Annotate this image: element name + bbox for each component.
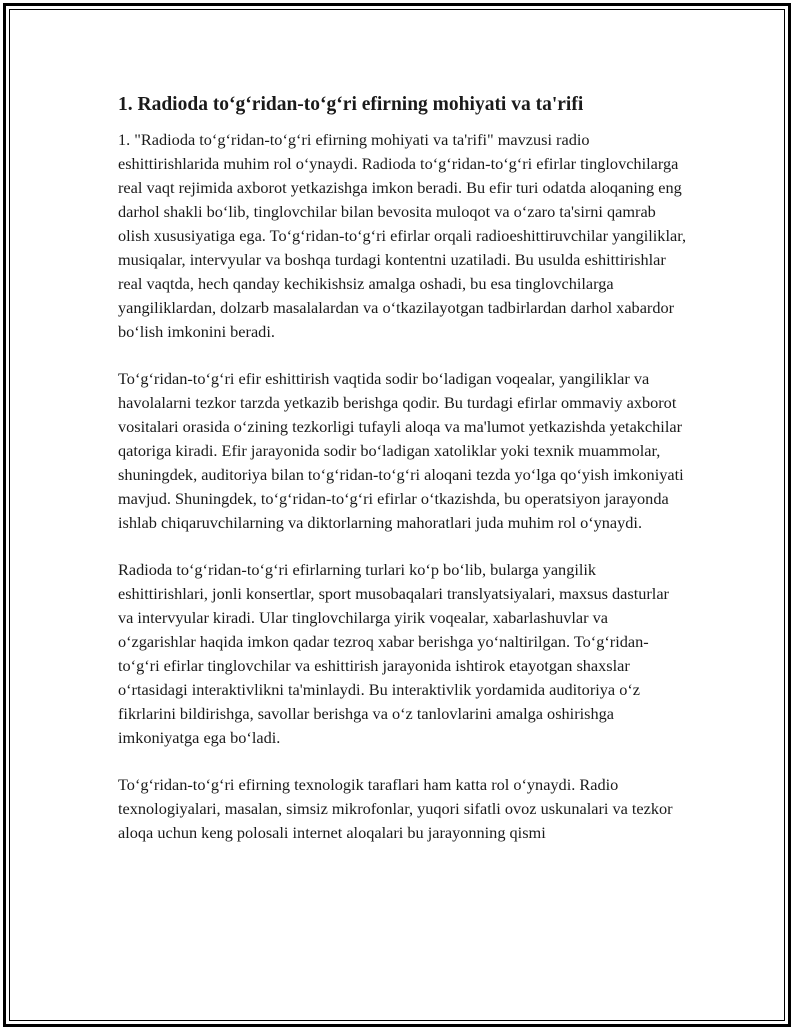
paragraph-4: To‘g‘ridan-to‘g‘ri efirning texnologik taraflari ham katta rol o‘ynaydi. Radio texnologiyalari, masalan, simsiz mikrofonlar, yuqori sifatli ovoz uskunalari va tezkor aloqa uchun keng polosali internet aloqalari bu jarayonning qismi (118, 775, 673, 842)
paragraph-2: To‘g‘ridan-to‘g‘ri efir eshittirish vaqtida sodir bo‘ladigan voqealar, yangiliklar va havolalarni tezkor tarzda yetkazib berishga qodir. Bu turdagi efirlar ommaviy axborot vositalari orasida o‘zining tezkorligi tufayli aloqa va ma'lumot yetkazishda yetakchilar qatoriga kiradi. Efir jarayonida sodir bo‘ladigan xatoliklar yoki texnik muammolar, shuningdek, auditoriya bilan to‘g‘ridan-to‘g‘ri aloqani tezda yo‘lga qo‘yish imkoniyati mavjud. Shuningdek, to‘g‘ridan-to‘g‘ri efirlar o‘tkazishda, bu operatsiyon jarayonda ishlab chiqaruvchilarning va diktorlarning mahoratlari juda muhim rol o‘ynaydi. (118, 369, 684, 532)
paragraph-3: Radioda to‘g‘ridan-to‘g‘ri efirlarning turlari ko‘p bo‘lib, bularga yangilik eshittirishlari, jonli konsertlar, sport musobaqalari translyatsiyalari, maxsus dasturlar va intervyular kiradi. Ular tinglovchilarga yirik voqealar, xabarlashuvlar va o‘zgarishlar haqida imkon qadar tezroq xabar berishga yo‘naltirilgan. To‘g‘ridan-to‘g‘ri efirlar tinglovchilar va eshittirish jarayonida ishtirok etayotgan shaxslar o‘rtasidagi interaktivlikni ta'minlaydi. Bu interaktivlik yordamida auditoriya o‘z fikrlarini bildirishga, savollar berishga va o‘z tanlovlarini amalga oshirishga imkoniyatga ega bo‘ladi. (118, 560, 669, 747)
document-body (118, 92, 688, 868)
section-heading: 1. Radioda to‘g‘ridan-to‘g‘ri efirning mohiyati va ta'rifi (118, 94, 584, 115)
paragraph-1: 1. "Radioda to‘g‘ridan-to‘g‘ri efirning mohiyati va ta'rifi" mavzusi radio eshittirishlarida muhim rol o‘ynaydi. Radioda to‘g‘ridan-to‘g‘ri efirlar tinglovchilarga real vaqt rejimida axborot yetkazishga imkon beradi. Bu efir turi odatda aloqaning eng darhol shakli bo‘lib, tinglovchilar bilan bevosita muloqot va o‘zaro ta'sirni qamrab olish xususiyatiga ega. To‘g‘ridan-to‘g‘ri efirlar orqali radioeshittiruvchilar yangiliklar, musiqalar, intervyular va boshqa turdagi kontentni uzatiladi. Bu usulda eshittirishlar real vaqtda, hech qanday kechikishsiz amalga oshadi, bu esa tinglovchilarga yangiliklardan, dolzarb masalalardan va o‘tkazilayotgan tadbirlardan darhol xabardor bo‘lish imkonini beradi. (118, 130, 687, 341)
